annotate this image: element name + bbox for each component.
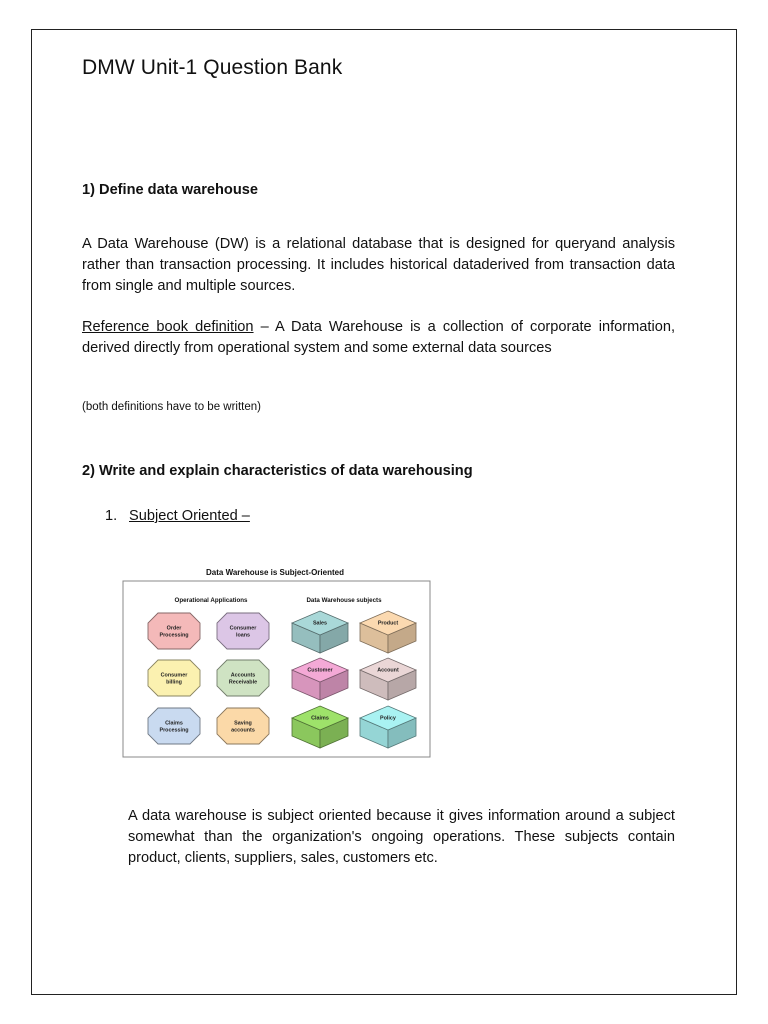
subject-label: Account (377, 667, 399, 674)
list-item-subject-oriented (105, 508, 250, 524)
subject-label: Customer (307, 667, 333, 674)
app-label-line1: Claims (165, 720, 183, 727)
app-label-line1: Consumer (229, 625, 257, 632)
app-label-line2: loans (235, 632, 251, 639)
reference-text: – A Data Warehouse is a collection of corporate information, derived directly from operational system and some external data sources (82, 319, 675, 356)
document-title: DMW Unit-1 Question Bank (82, 56, 343, 79)
app-label-line1: Order (166, 625, 182, 632)
diagram-title: Data Warehouse is Subject-Oriented (206, 568, 344, 577)
app-label-line1: Saving (234, 720, 252, 727)
app-label-line2: Processing (159, 727, 189, 734)
app-label-line2: Processing (159, 632, 189, 639)
list-item-label: Subject Oriented – (129, 508, 250, 524)
app-label-line2: billing (166, 679, 182, 686)
reference-label: Reference book definition (82, 319, 254, 335)
subject-label: Claims (311, 715, 329, 722)
app-label-line1: Consumer (160, 672, 188, 679)
subject-oriented-diagram (122, 564, 432, 759)
operational-applications-heading: Operational Applications (174, 597, 248, 604)
question-1-heading: 1) Define data warehouse (82, 182, 258, 198)
subject-oriented-paragraph: A data warehouse is subject oriented because it gives information around a subject somewhat than the organization's ongoing operations. These subjects contain product, clients, suppliers, sales, customers etc. (128, 808, 675, 866)
warehouse-subjects-heading: Data Warehouse subjects (306, 597, 382, 604)
definitions-note: (both definitions have to be written) (82, 401, 261, 413)
question-1-paragraph: A Data Warehouse (DW) is a relational database that is designed for queryand analysis rather than transaction processing. It includes historical dataderived from transaction data from single and multiple sources. (82, 236, 675, 294)
reference-definition (82, 317, 675, 359)
question-2-heading: 2) Write and explain characteristics of data warehousing (82, 463, 473, 479)
subject-label: Product (377, 620, 399, 627)
list-item-number: 1. (105, 508, 118, 524)
subject-label: Sales (312, 620, 328, 627)
app-label-line1: Accounts (230, 672, 256, 679)
app-label-line2: accounts (231, 727, 255, 734)
subject-label: Policy (380, 715, 396, 722)
app-label-line2: Receivable (228, 679, 258, 686)
